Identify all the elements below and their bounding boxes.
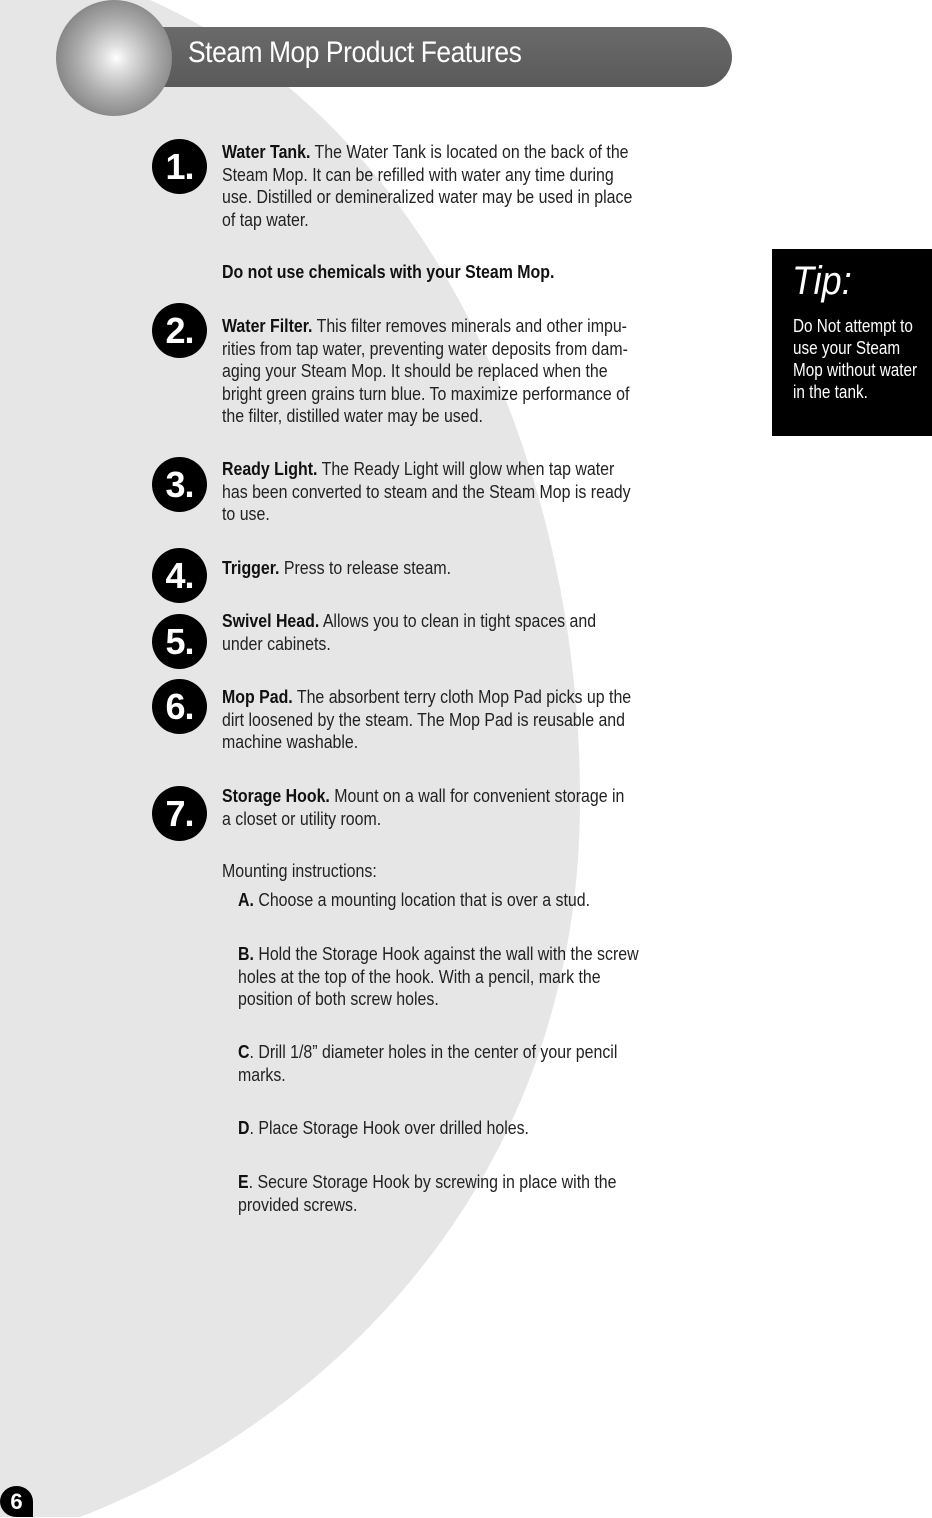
feature-label: Storage Hook. — [222, 785, 330, 806]
step-letter: B. — [238, 943, 254, 964]
step-text: . Drill 1/8” diameter holes in the center of your pencil marks. — [238, 1041, 618, 1085]
step-letter: D — [238, 1117, 250, 1138]
feature-water-filter — [222, 315, 635, 428]
feature-label: Ready Light. — [222, 458, 318, 479]
feature-label: Swivel Head. — [222, 610, 320, 631]
mounting-step-d — [238, 1117, 651, 1140]
tip-title: Tip: — [792, 259, 852, 303]
feature-number-6: 6. — [152, 679, 207, 734]
mounting-step-b — [238, 943, 651, 1011]
feature-label: Water Tank. — [222, 141, 311, 162]
tip-box — [772, 249, 932, 436]
feature-text: This filter removes minerals and other impu-rities from tap water, preventing water deposits from dam-aging your Steam Mop. It should be replaced when the bright green grains turn blue. To maximize performance of the filter, distilled water may be used. — [222, 315, 630, 426]
step-text: . Secure Storage Hook by screwing in place with the provided screws. — [238, 1171, 617, 1215]
feature-text: Allows you to clean in tight spaces and under cabinets. — [222, 610, 597, 654]
step-text: Choose a mounting location that is over a stud. — [253, 889, 590, 910]
chemical-warning: Do not use chemicals with your Steam Mop. — [222, 261, 555, 282]
feature-text: Press to release steam. — [279, 557, 452, 578]
feature-number-2: 2. — [152, 303, 207, 358]
feature-text: Mount on a wall for convenient storage in a closet or utility room. — [222, 785, 625, 829]
feature-text: The absorbent terry cloth Mop Pad picks up the dirt loosened by the steam. The Mop Pad is reusable and machine washable. — [222, 686, 632, 752]
feature-water-tank — [222, 141, 635, 231]
feature-label: Trigger. — [222, 557, 280, 578]
feature-storage-hook — [222, 785, 635, 830]
feature-trigger — [222, 557, 635, 580]
mounting-step-c — [238, 1041, 651, 1086]
mounting-heading: Mounting instructions: — [222, 860, 377, 881]
feature-number-3: 3. — [152, 457, 207, 512]
feature-mop-pad — [222, 686, 635, 754]
feature-label: Water Filter. — [222, 315, 313, 336]
feature-text: The Water Tank is located on the back of the Steam Mop. It can be refilled with water any time during use. Distilled or demineralized water may be used in place of tap water. — [222, 141, 633, 230]
feature-text: The Ready Light will glow when tap water has been converted to steam and the Steam Mop is ready to use. — [222, 458, 631, 524]
page-title: Steam Mop Product Features — [188, 36, 522, 69]
feature-number-1: 1. — [152, 139, 207, 194]
step-letter: A. — [238, 889, 254, 910]
header-sphere-icon — [56, 0, 172, 116]
step-text: Hold the Storage Hook against the wall with the screw holes at the top of the hook. With a pencil, mark the position of both screw holes. — [238, 943, 639, 1009]
step-letter: E — [238, 1171, 249, 1192]
mounting-step-a — [238, 889, 651, 912]
feature-label: Mop Pad. — [222, 686, 293, 707]
step-text: . Place Storage Hook over drilled holes. — [249, 1117, 529, 1138]
feature-ready-light — [222, 458, 635, 526]
mounting-step-e — [238, 1171, 651, 1216]
page-number: 6 — [0, 1486, 33, 1517]
step-letter: C — [238, 1041, 250, 1062]
feature-number-4: 4. — [152, 548, 207, 603]
feature-number-5: 5. — [152, 614, 207, 669]
feature-number-7: 7. — [152, 786, 207, 841]
feature-swivel-head — [222, 610, 635, 655]
tip-text: Do Not attempt to use your Steam Mop without water in the tank. — [793, 316, 918, 402]
